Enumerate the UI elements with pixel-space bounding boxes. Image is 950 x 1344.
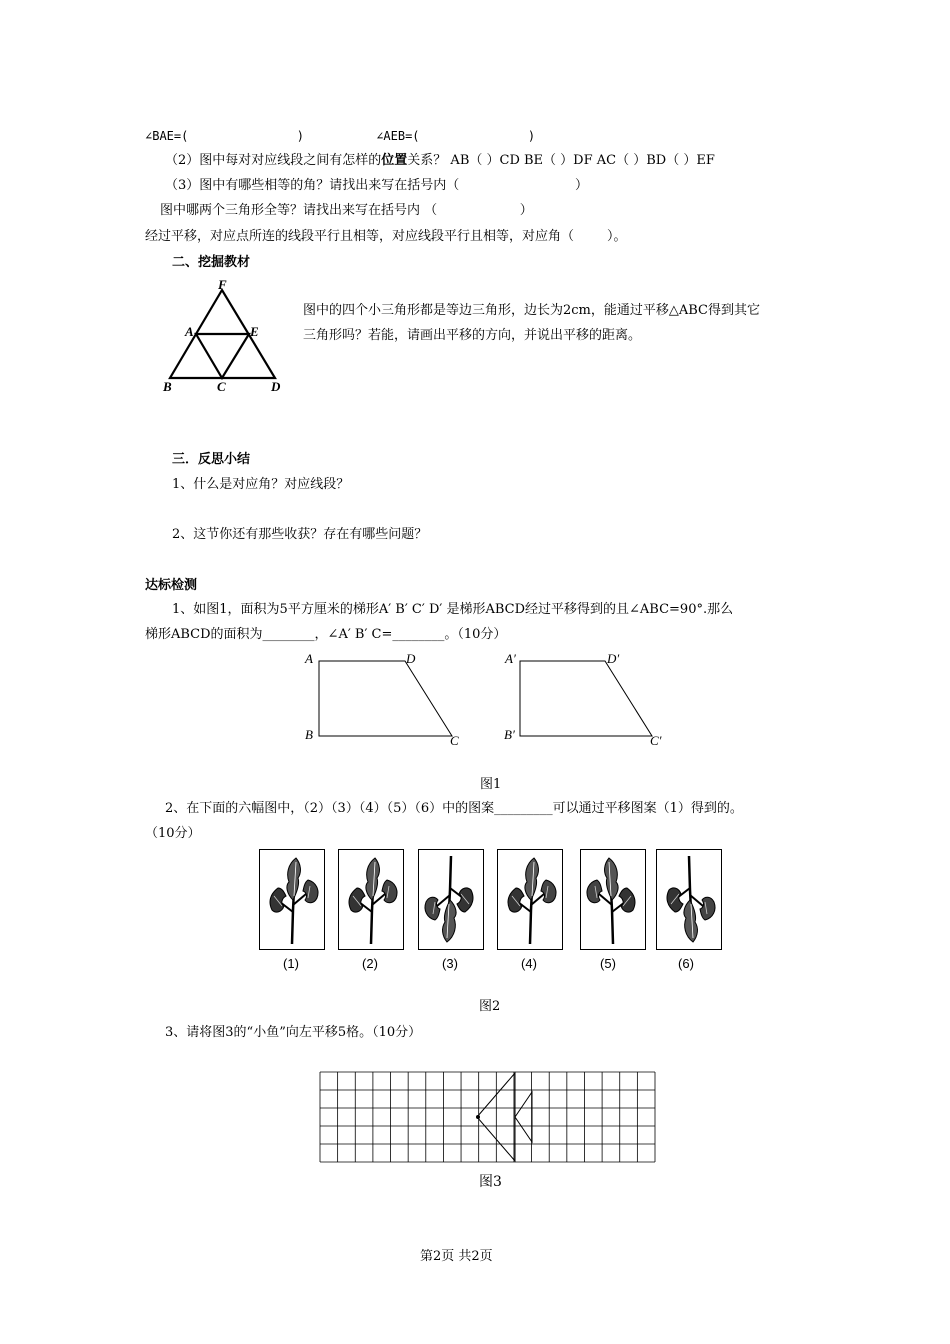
trap1-label-B: B [305, 727, 313, 742]
figure-3-grid [320, 1072, 660, 1166]
little-fish [476, 1073, 532, 1161]
reflection-q1: 1、什么是对应角？对应线段？ [172, 477, 350, 492]
leaf-picture-4 [497, 849, 563, 950]
leaf-picture-3 [418, 849, 484, 950]
page-footer: 第2页 共2页 [420, 1249, 493, 1264]
leaf-caption-5: (5) [600, 956, 616, 971]
question-3: （3）图中有哪些相等的角？请找出来写在括号内（ ） [165, 178, 588, 193]
leaf-5-icon [587, 858, 635, 944]
leaf-1-icon [270, 858, 318, 944]
angle-fill-line: ∠BAE=( ) ∠AEB=( ) [145, 129, 536, 143]
trapezoid-abcd [319, 661, 452, 736]
section-two-text-1: 图中的四个小三角形都是等边三角形，边长为2cm，能通过平移△ABC得到其它 [303, 303, 761, 318]
leaf-caption-4: (4) [521, 956, 537, 971]
leaf-caption-1: (1) [283, 956, 299, 971]
question-2 [165, 152, 715, 170]
grid-lines [320, 1072, 655, 1162]
label-A: A [185, 324, 194, 339]
figure-3-caption: 图3 [479, 1174, 502, 1190]
question-2-bold: 位置 [381, 153, 408, 168]
leaf-2-icon [349, 858, 397, 944]
leaf-caption-2: (2) [362, 956, 378, 971]
trap1-label-D: D [406, 651, 416, 666]
leaf-6-icon [667, 856, 715, 942]
fish-eye [476, 1115, 480, 1119]
trap2-label-C: C′ [650, 733, 662, 748]
inner-triangle [196, 334, 249, 378]
leaf-picture-2 [338, 849, 404, 950]
test-heading: 达标检测 [145, 578, 198, 593]
label-F: F [218, 277, 227, 292]
leaf-picture-5 [580, 849, 646, 950]
figure-1-trapezoids [300, 648, 680, 748]
figure-1-caption: 图1 [480, 777, 502, 792]
fish-tail [515, 1092, 532, 1142]
translation-conclusion: 经过平移，对应点所连的线段平行且相等，对应线段平行且相等，对应角（ ）。 [145, 229, 627, 244]
trap2-label-A: A′ [505, 651, 516, 666]
leaf-picture-6 [656, 849, 722, 950]
trap2-label-B: B′ [504, 727, 515, 742]
label-E: E [250, 324, 259, 339]
leaf-4-icon [508, 858, 556, 944]
label-B: B [163, 379, 172, 394]
figure-2-caption: 图2 [479, 999, 501, 1014]
question-4: 图中哪两个三角形全等？请找出来写在括号内 （ ） [160, 203, 533, 218]
leaf-caption-6: (6) [678, 956, 694, 971]
problem-1-line-1: 1、如图1，面积为5平方厘米的梯形A′ B′ C′ D′ 是梯形ABCD经过平移得到的且∠ABC=90°.那么 [172, 602, 734, 617]
equilateral-triangle-figure [160, 278, 290, 398]
leaf-caption-3: (3) [442, 956, 458, 971]
problem-3: 3、请将图3的“小鱼”向左平移5格。（10分） [165, 1025, 422, 1040]
section-two-text-2: 三角形吗？若能，请画出平移的方向，并说出平移的距离。 [303, 328, 642, 343]
trap1-label-C: C [450, 733, 459, 748]
label-D: D [271, 379, 281, 394]
section-three-heading: 三．反思小结 [172, 452, 251, 467]
leaf-3-icon [425, 856, 473, 942]
question-2-suffix: 关系？ AB（ ）CD BE（ ）DF AC（ ）BD（ ）EF [407, 153, 715, 168]
section-two-heading: 二、挖掘教材 [172, 255, 251, 270]
trap1-label-A: A [305, 651, 313, 666]
question-2-prefix: （2）图中每对对应线段之间有怎样的 [165, 153, 382, 168]
reflection-q2: 2、这节你还有那些收获？存在有哪些问题？ [172, 527, 428, 542]
problem-1-line-2: 梯形ABCD的面积为________，∠A′ B′ C=________。（10分） [145, 627, 507, 642]
leaf-picture-1 [259, 849, 325, 950]
problem-2-line-1: 2、在下面的六幅图中，（2）（3）（4）（5）（6）中的图案_________可以通过平移图案（1）得到的。 [165, 801, 743, 816]
trap2-label-D: D′ [607, 651, 620, 666]
trapezoid-a-prime [520, 661, 652, 736]
label-C: C [217, 379, 226, 394]
problem-2-line-2: （10分） [145, 826, 201, 841]
